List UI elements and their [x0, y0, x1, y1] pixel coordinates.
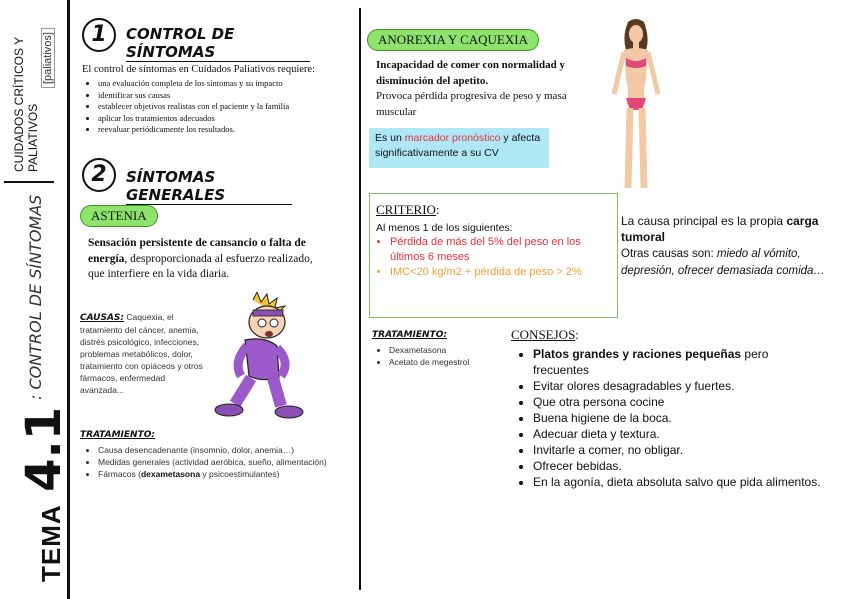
consejos-list: [517, 346, 823, 490]
list-item: • Pérdida de más del 5% del peso en los últimos 6 meses: [390, 235, 611, 265]
list-item: • Que otra persona cocine: [533, 394, 823, 410]
consejos-label: CONSEJOS:: [511, 327, 579, 342]
section1-title: CONTROL DE SÍNTOMAS: [126, 25, 310, 62]
list-item: • Dexametasona: [389, 344, 519, 356]
section1-intro: El control de síntomas en Cuidados Paliativos requiere:: [82, 64, 315, 75]
causes-note: La causa principal es la propia carga tumoral Otras causas son: miedo al vómito, depresión, ofrecer demasiada comida…: [621, 214, 825, 277]
anorexia-definition: Incapacidad de comer con normalidad y disminución del apetito. Provoca pérdida progresiva de peso y masa muscular: [376, 59, 567, 118]
astenia-tratamiento-label: TRATAMIENTO:: [80, 430, 155, 440]
criterio-box: [369, 193, 618, 318]
list-item: • Fármacos (dexametasona y psicoestimulantes): [98, 468, 343, 480]
criterio-intro: Al menos 1 de los siguientes:: [376, 222, 513, 234]
astenia-label: ASTENIA: [80, 205, 158, 227]
list-item: • Ofrecer bebidas.: [533, 458, 823, 474]
sidebar-separator: [4, 181, 54, 183]
list-item: • IMC<20 kg/m2 + pérdida de peso > 2%: [390, 265, 611, 280]
anorexia-label: ANOREXIA Y CAQUEXIA: [367, 29, 539, 51]
sidebar-subject: CUIDADOS CRÍTICOS Y PALIATIVOS: [12, 37, 40, 172]
sidebar-subject-tag: [paliativos]: [42, 28, 54, 88]
section1-list: [84, 78, 368, 136]
list-item: • identificar sus causas: [98, 90, 368, 102]
section2-title: SÍNTOMAS GENERALES: [126, 168, 292, 205]
section1-number: 1: [82, 18, 116, 52]
list-item: • una evaluación completa de los síntomas y su impacto: [98, 78, 368, 90]
list-item: • Invitarle a comer, no obligar.: [533, 442, 823, 458]
list-item: • Platos grandes y raciones pequeñas pero frecuentes: [533, 346, 823, 378]
list-item: • Buena higiene de la boca.: [533, 410, 823, 426]
thin-woman-illustration: [606, 18, 666, 196]
astenia-tratamiento-list: [84, 444, 343, 480]
list-item: • Evitar olores desagradables y fuertes.: [533, 378, 823, 394]
list-item: • Acetato de megestrol: [389, 356, 519, 368]
section2-number: 2: [82, 158, 116, 192]
marker-info-box: Es un marcador pronóstico y afecta significativamente a su CV: [369, 128, 549, 168]
sidebar-tema-title: TEMA 4.1: [16, 406, 72, 582]
astenia-causas: CAUSAS: Caquexia, el tratamiento del cáncer, anemia, distrés psicológico, infecciones, problemas metabólicos, dolor, tratamiento con opiáceos y otros fármacos, enfermedad avanzada...: [80, 312, 203, 395]
list-item: • aplicar los tratamientos adecuados: [98, 113, 368, 125]
astenia-definition: Sensación persistente de cansancio o falta de energía, desproporcionada al esfuerzo realizado, que interfiere en la vida diaria.: [88, 237, 313, 280]
list-item: • En la agonía, dieta absoluta salvo que pida alimentos.: [533, 474, 823, 490]
criterio-list: [376, 235, 611, 280]
list-item: • Medidas generales (actividad aeróbica, sueño, alimentación): [98, 456, 343, 468]
tired-person-illustration: [205, 292, 315, 424]
list-item: • Adecuar dieta y textura.: [533, 426, 823, 442]
sidebar-tema-subtitle: : CONTROL DE SÍNTOMAS: [26, 194, 45, 400]
list-item: • Causa desencadenante (insomnio, dolor, anemia…): [98, 444, 343, 456]
anorexia-tratamiento-label: TRATAMIENTO:: [372, 330, 447, 340]
anorexia-tratamiento-list: [375, 344, 519, 368]
list-item: • establecer objetivos realistas con el paciente y la familia: [98, 101, 368, 113]
criterio-label: CRITERIO:: [376, 202, 440, 217]
list-item: • reevaluar periódicamente los resultados.: [98, 124, 368, 136]
